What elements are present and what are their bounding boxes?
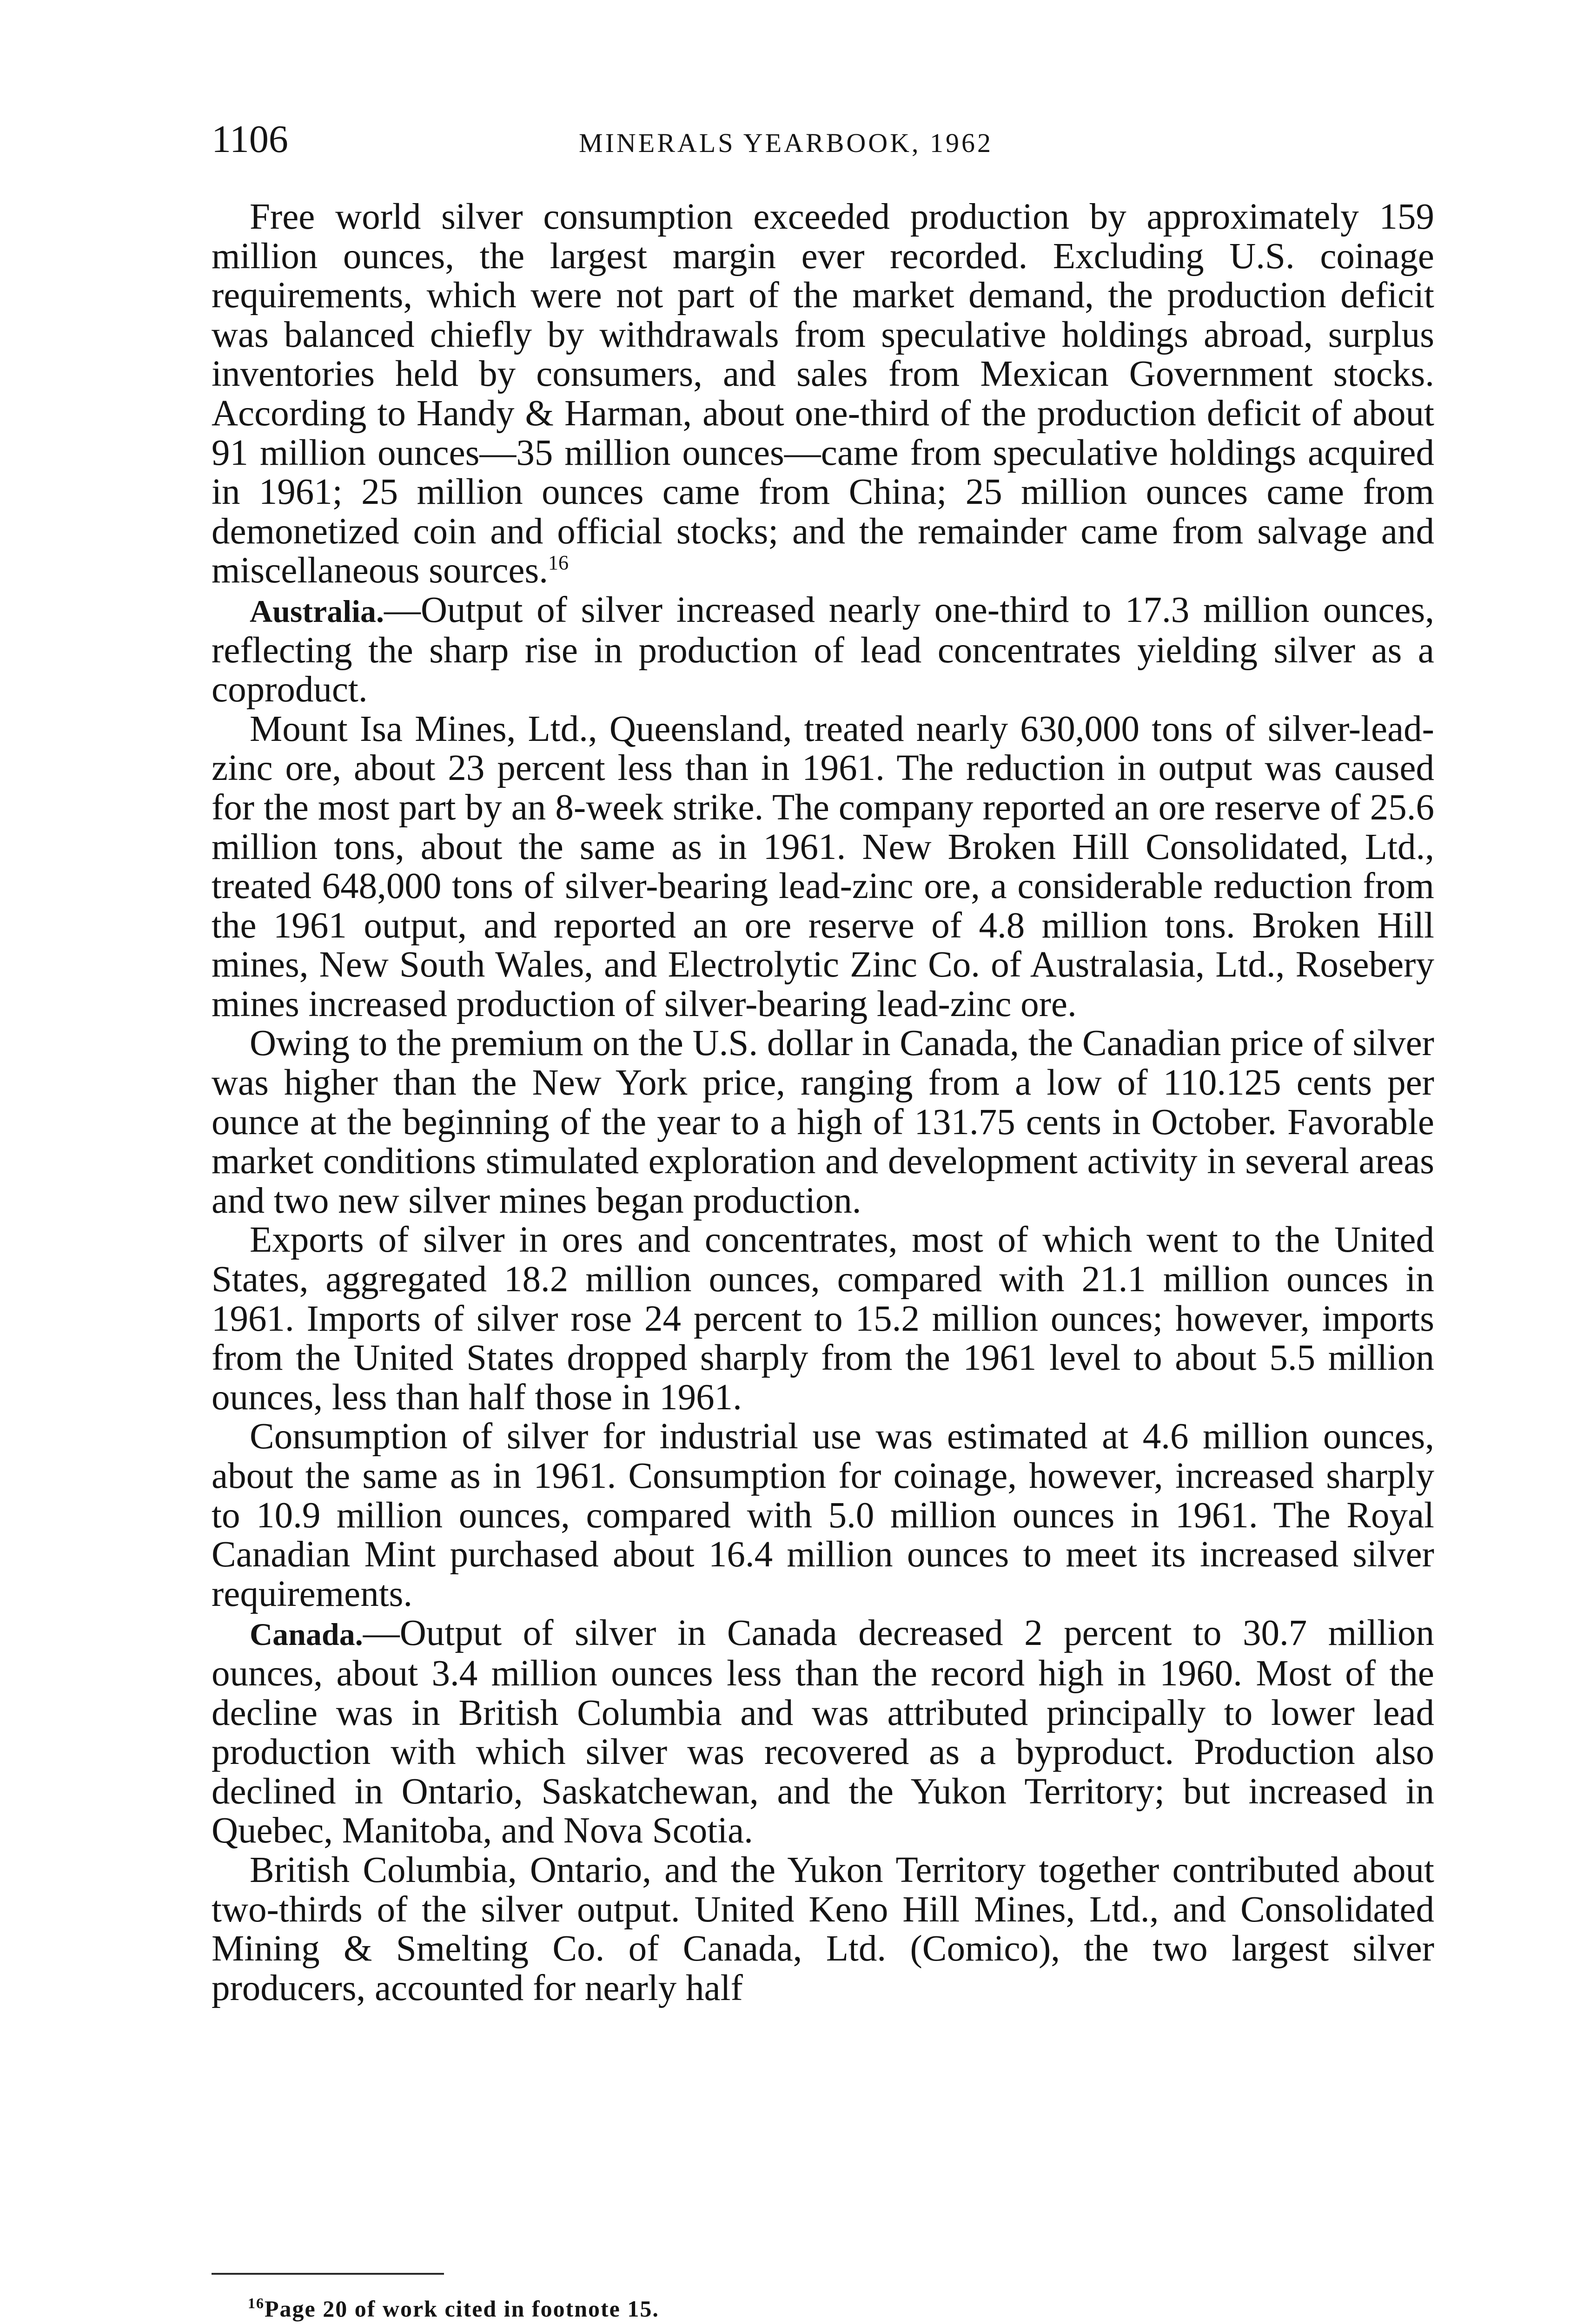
- paragraph-text: Consumption of silver for industrial use was estimated at 4.6 million ounces, about the same as in 1961. Consumption for coinage, however, increased sharply to 10.9 million ounces, compared with 5.0 million ounces in 1961. The Royal Canadian Mint purchased about 16.4 million ounces to meet its increased silver requirements.: [212, 1416, 1434, 1614]
- paragraph-text: British Columbia, Ontario, and the Yukon Territory together contributed about two-thirds of the silver output. United Keno Hill Mines, Ltd., and Consolidated Mining & Smelting Co. of Canada, Ltd. (Comico), the two largest silver producers, accounted for nearly half: [212, 1849, 1434, 2008]
- section-heading-canada: Canada.: [250, 1617, 363, 1652]
- paragraph: [212, 710, 1434, 1024]
- paragraph-text: Free world silver consumption exceeded production by approximately 159 million ounces, the largest margin ever recorded. Excluding U.S. coinage requirements, which were not part of the market demand, the production deficit was balanced chiefly by withdrawals from speculative holdings abroad, surplus inventories held by consumers, and sales from Mexican Government stocks. According to Handy & Harman, about one-third of the production deficit of about 91 million ounces—35 million ounces—came from speculative holdings acquired in 1961; 25 million ounces came from China; 25 million ounces came from demonetized coin and official stocks; and the remainder came from salvage and miscellaneous sources.: [212, 197, 1434, 591]
- page-header: [212, 116, 1434, 167]
- paragraph: [212, 1221, 1434, 1417]
- paragraph-text: Mount Isa Mines, Ltd., Queensland, treated nearly 630,000 tons of silver-lead-zinc ore, about 23 percent less than in 1961. The reduction in output was caused for the most part by an 8-week strike. The company reported an ore reserve of 25.6 million tons, about the same as in 1961. New Broken Hill Consolidated, Ltd., treated 648,000 tons of silver-bearing lead-zinc ore, a considerable reduction from the 1961 output, and reported an ore reserve of 4.8 million tons. Broken Hill mines, New South Wales, and Electrolytic Zinc Co. of Australasia, Ltd., Rosebery mines increased production of silver-bearing lead-zinc ore.: [212, 708, 1434, 1024]
- footnote-number: 16: [248, 2295, 265, 2311]
- section-heading-australia: Australia.: [250, 593, 384, 629]
- paragraph: [212, 1851, 1434, 2008]
- paragraph: [212, 1024, 1434, 1221]
- footnote-text: Page 20 of work cited in footnote 15.: [265, 2296, 659, 2322]
- body-text: [212, 198, 1434, 2008]
- page-number: 1106: [212, 118, 288, 161]
- paragraph-text: Owing to the premium on the U.S. dollar in Canada, the Canadian price of silver was higher than the New York price, ranging from a low of 110.125 cents per ounce at the beginning of the year to a high of 131.75 cents in October. Favorable market conditions stimulated exploration and development activity in several areas and two new silver mines began production.: [212, 1023, 1434, 1221]
- footnote-reference: 16: [548, 551, 569, 574]
- paragraph: [212, 591, 1434, 710]
- footnote-divider: [212, 2273, 444, 2275]
- paragraph: [212, 198, 1434, 591]
- paragraph-text: —Output of silver in Canada decreased 2 percent to 30.7 million ounces, about 3.4 million ounces less than the record high in 1960. Most of the decline was in British Columbia and was attributed principally to lower lead production with which silver was recovered as a byproduct. Production also declined in Ontario, Saskatchewan, and the Yukon Territory; but increased in Quebec, Manitoba, and Nova Scotia.: [212, 1613, 1434, 1851]
- running-head: MINERALS YEARBOOK, 1962: [579, 128, 994, 158]
- paragraph-text: Exports of silver in ores and concentrates, most of which went to the United States, aggregated 18.2 million ounces, compared with 21.1 million ounces in 1961. Imports of silver rose 24 percent to 15.2 million ounces; however, imports from the United States dropped sharply from the 1961 level to about 5.5 million ounces, less than half those in 1961.: [212, 1220, 1434, 1418]
- paragraph: [212, 1614, 1434, 1851]
- paragraph-text: —Output of silver increased nearly one-third to 17.3 million ounces, reflecting the sharp rise in production of lead concentrates yielding silver as a coproduct.: [212, 589, 1434, 710]
- paragraph: [212, 1417, 1434, 1614]
- footnotes: [212, 2273, 1434, 2323]
- footnote: [248, 2294, 1434, 2323]
